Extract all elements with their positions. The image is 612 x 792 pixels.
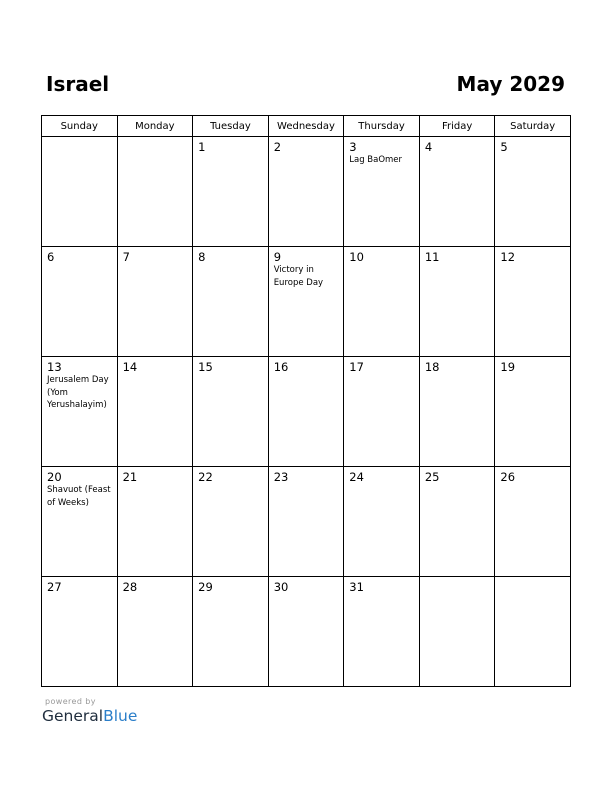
- day-cell: [268, 137, 344, 247]
- weekday-monday: Monday: [117, 116, 193, 137]
- day-number: 19: [500, 360, 516, 374]
- holiday-label: Lag BaOmer: [349, 155, 403, 165]
- day-cell: [419, 247, 495, 357]
- day-cell: [42, 137, 118, 247]
- day-cell: [42, 357, 118, 467]
- footer-branding: [42, 697, 137, 725]
- week-row: [42, 357, 571, 467]
- day-number: 31: [349, 580, 364, 594]
- country-title: Israel: [46, 72, 110, 96]
- day-cell: [419, 137, 495, 247]
- day-number: 23: [273, 470, 289, 484]
- day-cell: [42, 577, 118, 687]
- day-number: 29: [198, 580, 213, 594]
- brand-logo[interactable]: [42, 707, 137, 725]
- week-row: [42, 137, 571, 247]
- day-number: 17: [349, 360, 364, 374]
- day-cell: [344, 357, 420, 467]
- brand-logo-part1: General: [42, 707, 104, 725]
- day-number: 13: [47, 360, 62, 374]
- powered-by-label: powered by: [45, 697, 96, 706]
- day-cell: [268, 247, 344, 357]
- day-cell: [193, 247, 269, 357]
- weekday-wednesday: Wednesday: [268, 116, 344, 137]
- weekday-friday: Friday: [419, 116, 495, 137]
- weekday-sunday: Sunday: [42, 116, 118, 137]
- day-number: 10: [349, 250, 364, 264]
- calendar-grid: [41, 115, 571, 687]
- day-number: 2: [273, 140, 282, 154]
- day-cell: [268, 357, 344, 467]
- day-number: 25: [424, 470, 440, 484]
- day-number: 11: [424, 250, 440, 264]
- day-cell: [193, 137, 269, 247]
- day-cell: [193, 467, 269, 577]
- day-cell: [117, 577, 193, 687]
- day-cell: [495, 467, 571, 577]
- day-number: 3: [349, 140, 357, 154]
- day-cell: [344, 247, 420, 357]
- week-row: [42, 467, 571, 577]
- day-number: 26: [500, 470, 516, 484]
- day-cell: [419, 467, 495, 577]
- day-number: 16: [273, 360, 289, 374]
- day-number: 9: [273, 250, 282, 264]
- brand-logo-part2: Blue: [103, 707, 138, 725]
- day-number: 8: [198, 250, 206, 264]
- day-number: 7: [122, 250, 130, 264]
- day-number: 5: [500, 140, 508, 154]
- day-cell: [495, 137, 571, 247]
- holiday-label: Victory in Europe Day: [273, 265, 324, 288]
- day-cell: [117, 467, 193, 577]
- day-number: 12: [500, 250, 516, 264]
- holiday-label: Shavuot (Feast of Weeks): [47, 485, 111, 508]
- day-cell: [193, 577, 269, 687]
- day-number: 18: [424, 360, 440, 374]
- day-number: 6: [47, 250, 55, 264]
- day-cell: [117, 137, 193, 247]
- day-cell: [117, 357, 193, 467]
- day-number: 27: [47, 580, 62, 594]
- day-number: 21: [122, 470, 138, 484]
- day-number: 15: [198, 360, 213, 374]
- holiday-label: Jerusalem Day (Yom Yerushalayim): [47, 375, 109, 410]
- day-cell: [419, 577, 495, 687]
- day-number: 28: [122, 580, 138, 594]
- day-number: 30: [273, 580, 289, 594]
- day-cell: [268, 467, 344, 577]
- weekday-tuesday: Tuesday: [193, 116, 269, 137]
- day-number: 24: [349, 470, 364, 484]
- day-cell: [268, 577, 344, 687]
- day-cell: [344, 467, 420, 577]
- weekday-saturday: Saturday: [495, 116, 571, 137]
- day-cell: [495, 247, 571, 357]
- day-cell: [495, 357, 571, 467]
- day-number: 14: [122, 360, 138, 374]
- weekday-thursday: Thursday: [344, 116, 420, 137]
- month-year-title: May 2029: [456, 72, 565, 96]
- day-number: 22: [198, 470, 213, 484]
- day-cell: [117, 247, 193, 357]
- week-row: [42, 577, 571, 687]
- weekday-header-row: [42, 116, 571, 137]
- day-cell: [495, 577, 571, 687]
- day-number: 1: [198, 140, 206, 154]
- day-cell: [419, 357, 495, 467]
- day-number: 20: [47, 470, 62, 484]
- day-number: 4: [424, 140, 433, 154]
- day-cell: [193, 357, 269, 467]
- day-cell: [344, 137, 420, 247]
- day-cell: [344, 577, 420, 687]
- day-cell: [42, 467, 118, 577]
- day-cell: [42, 247, 118, 357]
- week-row: [42, 247, 571, 357]
